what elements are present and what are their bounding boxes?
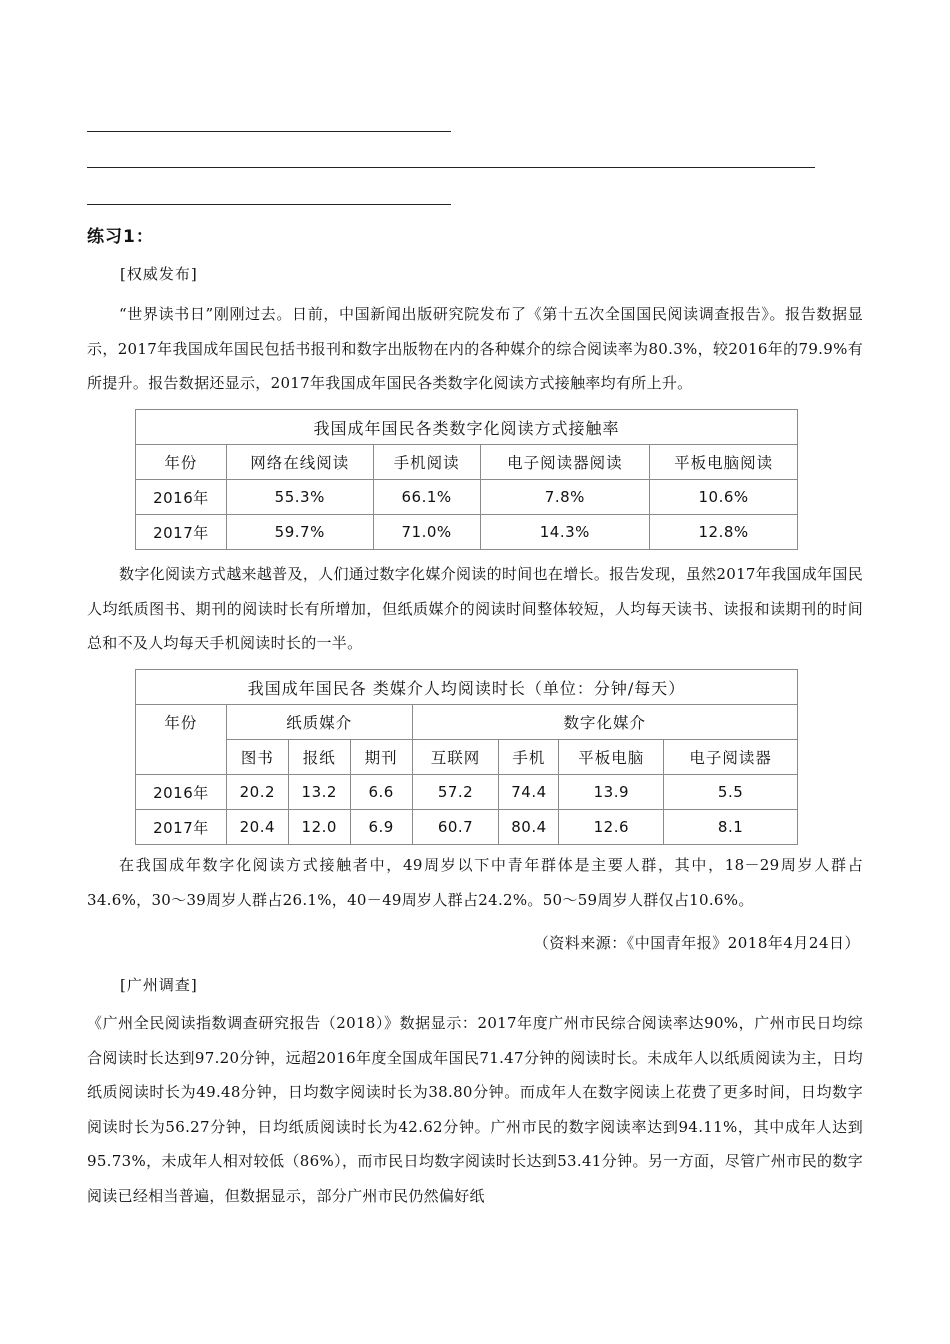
paragraph-1: “世界读书日”刚刚过去。日前，中国新闻出版研究院发布了《第十五次全国国民阅读调查报告》。报告数据显示，2017年我国成年国民包括书报刊和数字出版物在内的各种媒介的综合阅读率为80.3%，较2016年的79.9%有所提升。报告数据还显示，2017年我国成年国民各类数字化阅读方式接触率均有所上升。 [87, 305, 863, 392]
table1-header: 年份 [136, 445, 227, 480]
table2-cell: 8.1 [664, 810, 798, 845]
table2-cell: 80.4 [499, 810, 559, 845]
table2-subheader: 报纸 [288, 740, 350, 775]
source-citation: （资料来源：《中国青年报》2018年4月24日） [533, 934, 860, 952]
table1-cell: 55.3% [226, 480, 373, 515]
table-row [136, 810, 798, 845]
table1-cell: 59.7% [226, 515, 373, 550]
table1-header: 平板电脑阅读 [650, 445, 798, 480]
table-row [136, 480, 798, 515]
table2-year-header: 年份 [136, 705, 227, 775]
table2-cell: 2017年 [136, 810, 227, 845]
table1-cell: 66.1% [373, 480, 480, 515]
table2-subheader: 手机 [499, 740, 559, 775]
table-digital-reading-contact-rate [135, 409, 798, 550]
table2-cell: 2016年 [136, 775, 227, 810]
table2-cell: 13.9 [559, 775, 664, 810]
table-row [136, 515, 798, 550]
section-title: 练习1： [87, 227, 154, 247]
label-guangzhou: [广州调查] [120, 976, 198, 994]
table1-header: 手机阅读 [373, 445, 480, 480]
table1-cell: 12.8% [650, 515, 798, 550]
table2-cell: 12.6 [559, 810, 664, 845]
label-authority: [权威发布] [120, 265, 198, 283]
answer-line-2 [87, 167, 815, 168]
table2-subheader: 互联网 [412, 740, 499, 775]
table2-cell: 20.4 [226, 810, 288, 845]
table-media-reading-time [135, 669, 798, 845]
paragraph-4: 《广州全民阅读指数调查研究报告（2018）》数据显示：2017年度广州市民综合阅读率达90%，广州市民日均综合阅读时长达到97.20分钟，远超2016年度全国成年国民71.47分钟的阅读时长。未成年人以纸质阅读为主，日均纸质阅读时长为49.48分钟，日均数字阅读时长为38.80分钟。而成年人在数字阅读上花费了更多时间，日均数字阅读时长为56.27分钟，日均纸质阅读时长为42.62分钟。广州市民的数字阅读率达到94.11%，其中成年人达到95.73%，未成年人相对较低（86%），而市民日均数字阅读时长达到53.41分钟。另一方面，尽管广州市民的数字阅读已经相当普遍，但数据显示，部分广州市民仍然偏好纸 [87, 1014, 863, 1205]
table1-title: 我国成年国民各类数字化阅读方式接触率 [136, 410, 798, 445]
table2-group-paper: 纸质媒介 [226, 705, 412, 740]
table2-cell: 5.5 [664, 775, 798, 810]
table1-cell: 2017年 [136, 515, 227, 550]
table1-cell: 14.3% [480, 515, 650, 550]
table2-cell: 6.6 [350, 775, 412, 810]
table1-header: 电子阅读器阅读 [480, 445, 650, 480]
answer-line-3 [87, 204, 451, 205]
table1-cell: 71.0% [373, 515, 480, 550]
table2-cell: 6.9 [350, 810, 412, 845]
table1-header: 网络在线阅读 [226, 445, 373, 480]
table2-subheader: 电子阅读器 [664, 740, 798, 775]
paragraph-3: 在我国成年数字化阅读方式接触者中，49周岁以下中青年群体是主要人群，其中，18－29周岁人群占34.6%，30～39周岁人群占26.1%，40－49周岁人群占24.2%。50～59周岁人群仅占10.6%。 [87, 856, 863, 909]
table2-title: 我国成年国民各 类媒介人均阅读时长（单位：分钟/每天） [136, 670, 798, 705]
answer-line-1 [87, 131, 451, 132]
table2-subheader: 平板电脑 [559, 740, 664, 775]
table-row [136, 775, 798, 810]
table1-cell: 7.8% [480, 480, 650, 515]
table2-cell: 60.7 [412, 810, 499, 845]
table2-cell: 57.2 [412, 775, 499, 810]
table2-cell: 20.2 [226, 775, 288, 810]
table2-cell: 12.0 [288, 810, 350, 845]
table2-cell: 74.4 [499, 775, 559, 810]
table1-cell: 10.6% [650, 480, 798, 515]
table2-subheader: 图书 [226, 740, 288, 775]
table2-subheader: 期刊 [350, 740, 412, 775]
table1-cell: 2016年 [136, 480, 227, 515]
table2-group-digital: 数字化媒介 [412, 705, 797, 740]
paragraph-2: 数字化阅读方式越来越普及，人们通过数字化媒介阅读的时间也在增长。报告发现，虽然2017年我国成年国民人均纸质图书、期刊的阅读时长有所增加，但纸质媒介的阅读时间整体较短，人均每天读书、读报和读期刊的时间总和不及人均每天手机阅读时长的一半。 [87, 565, 863, 652]
table2-cell: 13.2 [288, 775, 350, 810]
